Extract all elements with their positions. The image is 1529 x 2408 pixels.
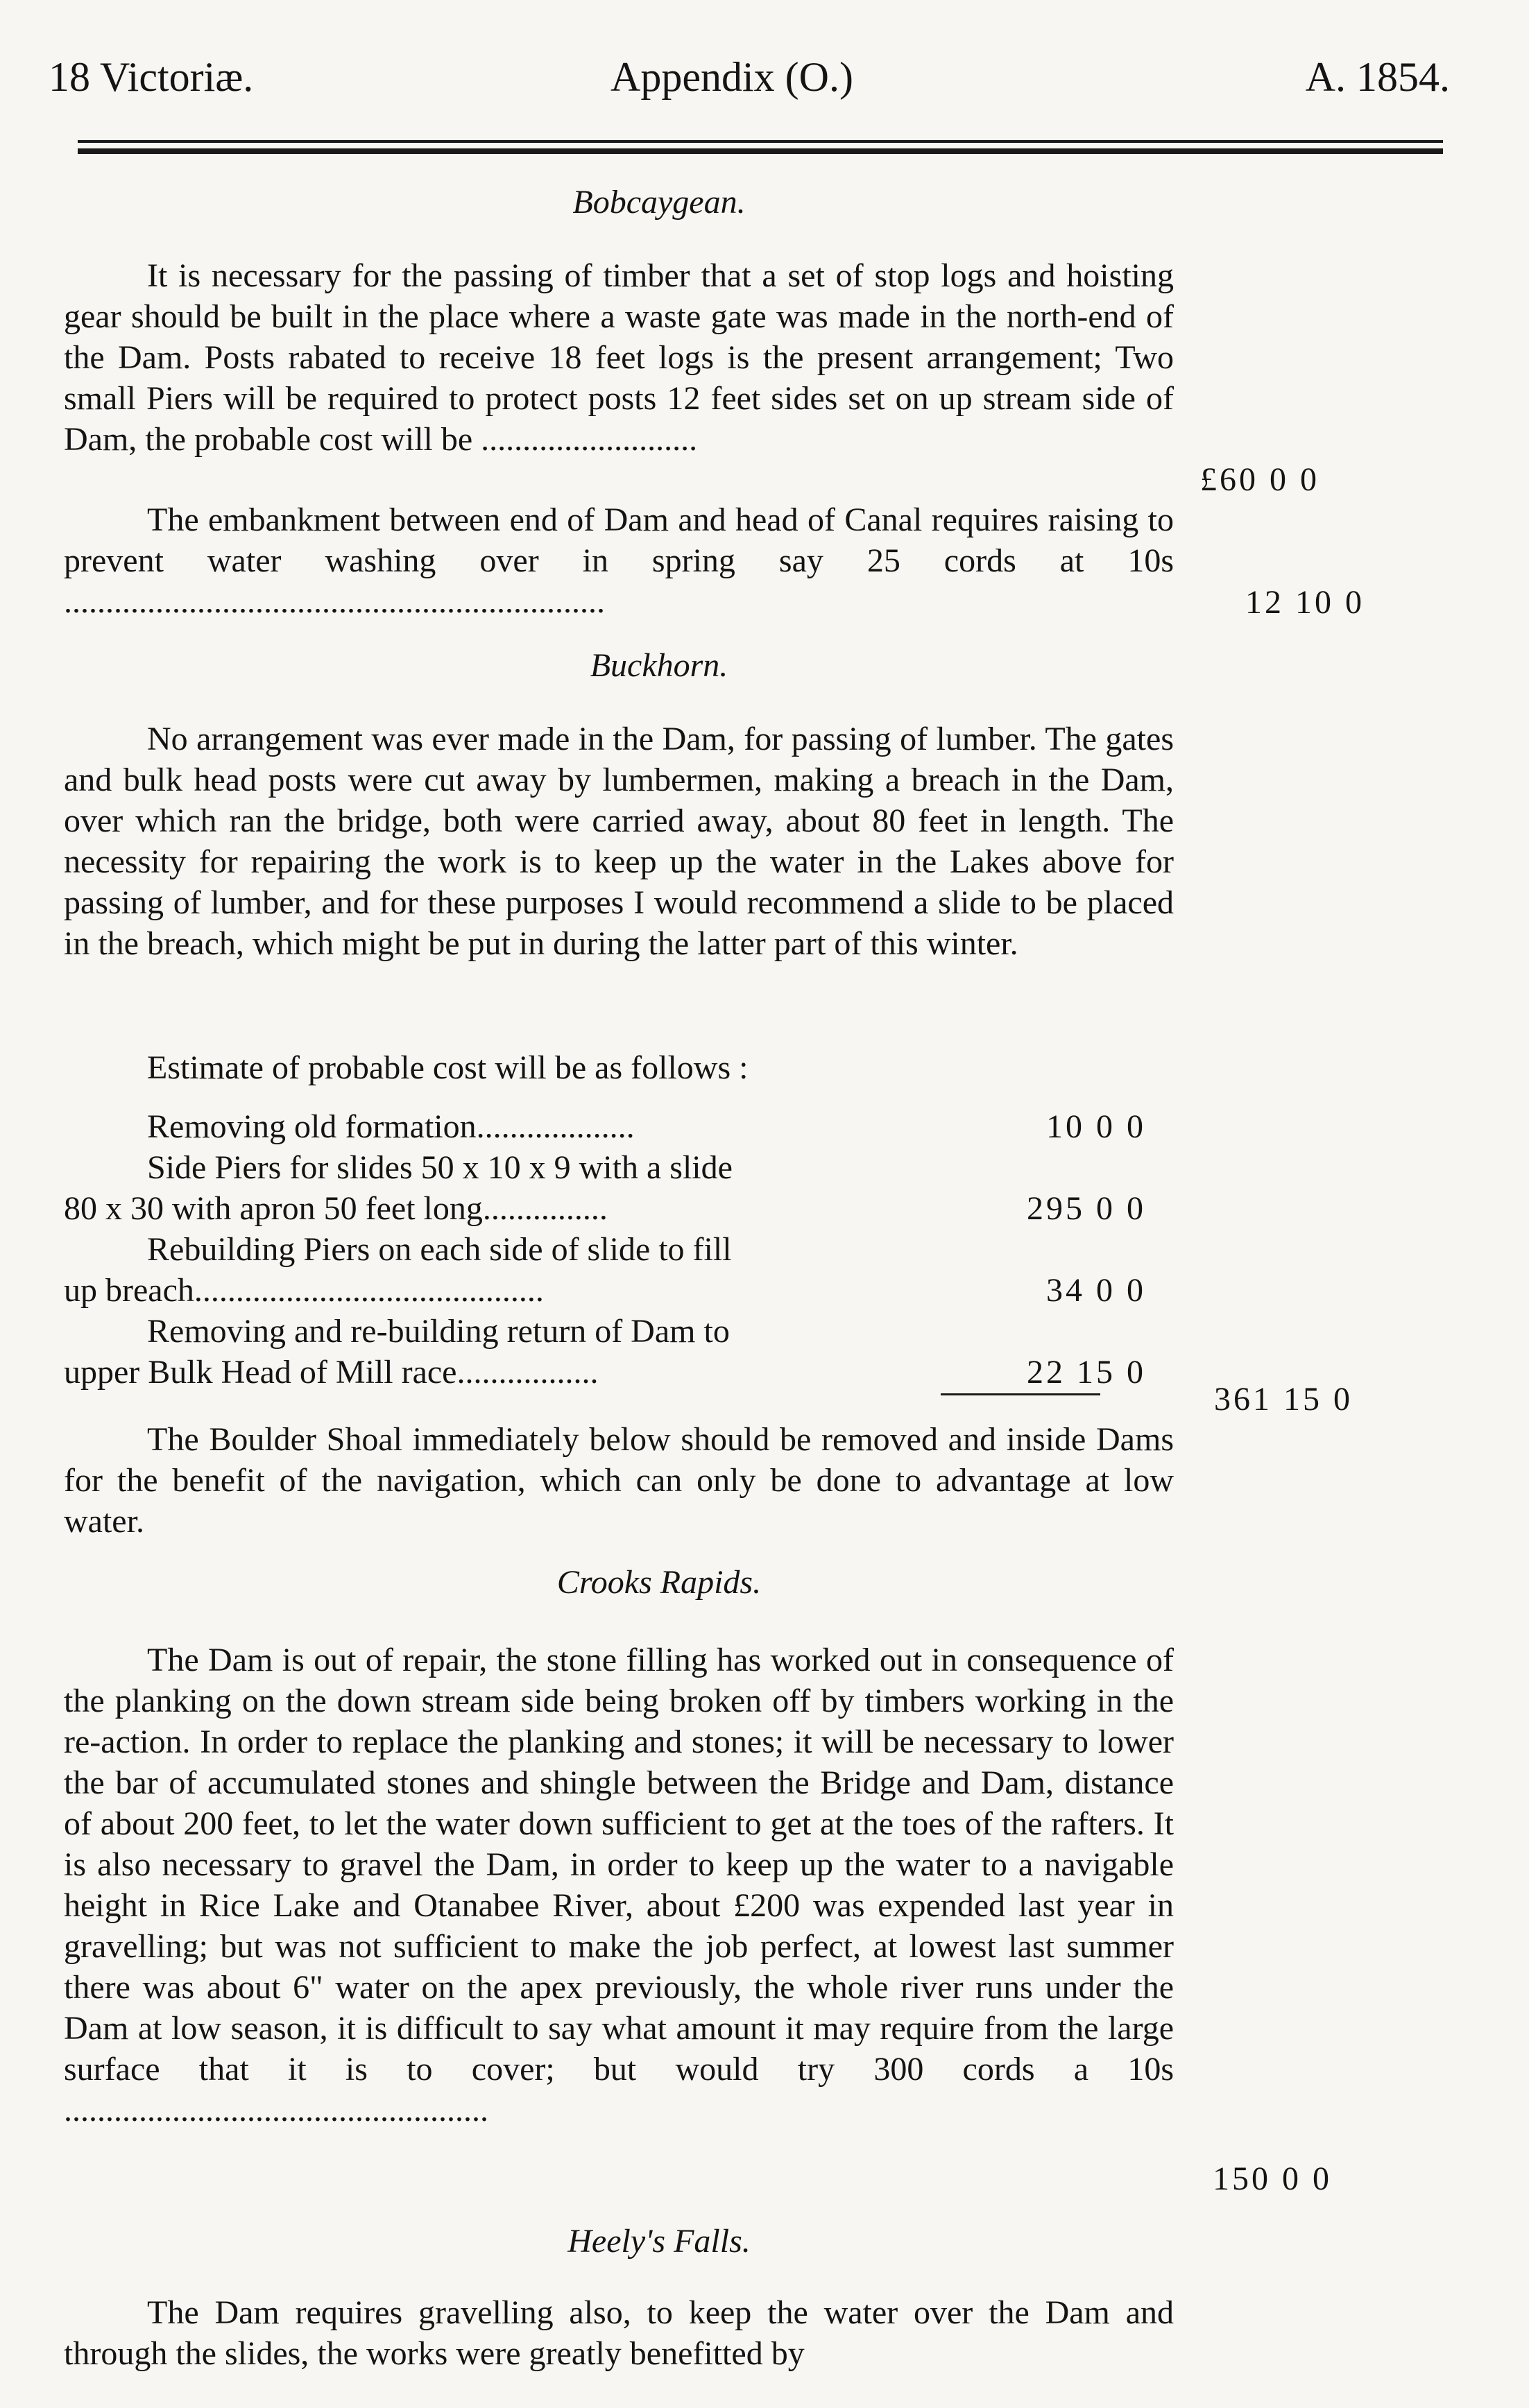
header-appendix: Appendix (O.) bbox=[610, 54, 853, 100]
amount-crooks-rapids: 150 0 0 bbox=[1213, 2160, 1332, 2197]
header-rule-thin bbox=[78, 140, 1443, 143]
header-session: 18 Victoriæ. bbox=[49, 54, 254, 100]
section-heading-buckhorn: Buckhorn. bbox=[590, 647, 728, 684]
estimate-amount: 295 0 0 bbox=[1027, 1190, 1146, 1227]
estimate-desc-cont: 80 x 30 with apron 50 feet long............... bbox=[64, 1190, 608, 1227]
amount-bobcaygean-embankment: 12 10 0 bbox=[1245, 584, 1365, 621]
running-header bbox=[49, 46, 1450, 108]
estimate-amount: 10 0 0 bbox=[1046, 1108, 1146, 1145]
paragraph-bobcaygean-stop-logs: It is necessary for the passing of timber that a set of stop logs and hoisting gear should be built in the place where a waste gate was made in the north-end of the Dam. Posts rabated to receive 18 feet logs is the present arrangement; Two small Piers will be required to protect posts 12 feet sides set on up stream side of Dam, the probable cost will be .......................... bbox=[64, 257, 1174, 458]
header-rule-thick bbox=[78, 148, 1443, 154]
header-year: A. 1854. bbox=[1305, 54, 1450, 100]
paragraph-heelys-falls-gravelling: The Dam requires gravelling also, to keep the water over the Dam and through the slides, the works were greatly benefitted by bbox=[64, 2294, 1174, 2372]
paragraph-crooks-rapids-repair: The Dam is out of repair, the stone filling has worked out in consequence of the planking on the down stream side being broken off by timbers working in the re-action. In order to replace the planking and stones; it will be necessary to lower the bar of accumulated stones and shingle between the Bridge and Dam, distance of about 200 feet, to let the water down sufficient to get at the toes of the rafters. It is also necessary to gravel the Dam, in order to keep up the water to a navigable height in Rice Lake and Otanabee River, about £200 was expended last year in gravelling; but was not sufficient to make the job perfect, at lowest last summer there was about 6" water on the apex previously, the whole river runs under the Dam at low season, it is difficult to say what amount it may require from the large surface that it is to cover; but would try 300 cords a 10s ................................................... bbox=[64, 1642, 1174, 2128]
estimate-sum-rule bbox=[941, 1393, 1100, 1395]
paragraph-bobcaygean-embankment: The embankment between end of Dam and head of Canal requires raising to prevent water washing over in spring say 25 cords at 10s ................................................................. bbox=[64, 501, 1174, 620]
estimate-desc: Side Piers for slides 50 x 10 x 9 with a slide bbox=[147, 1149, 733, 1186]
section-heading-heelys-falls: Heely's Falls. bbox=[567, 2223, 751, 2260]
section-heading-crooks-rapids: Crooks Rapids. bbox=[556, 1564, 762, 1601]
estimate-desc: Removing old formation................... bbox=[147, 1108, 635, 1145]
paragraph-buckhorn-breach: No arrangement was ever made in the Dam, for passing of lumber. The gates and bulk head posts were cut away by lumbermen, making a breach in the Dam, over which ran the bridge, both were carried away, about 80 feet in length. The necessity for repairing the work is to keep up the water in the Lakes above for passing of lumber, and for these purposes I would recommend a slide to be placed in the breach, which might be put in during the latter part of this winter. bbox=[64, 721, 1174, 962]
amount-buckhorn-total: 361 15 0 bbox=[1214, 1381, 1353, 1418]
paragraph-buckhorn-boulder-shoal: The Boulder Shoal immediately below should be removed and inside Dams for the benefit of the navigation, which can only be done to advantage at low water. bbox=[64, 1421, 1174, 1540]
estimate-desc: Rebuilding Piers on each side of slide to fill bbox=[147, 1231, 732, 1268]
estimate-desc-cont: up breach.......................................... bbox=[64, 1272, 544, 1309]
paragraph-buckhorn-estimate-intro: Estimate of probable cost will be as follows : bbox=[147, 1049, 749, 1086]
estimate-desc-cont: upper Bulk Head of Mill race................. bbox=[64, 1354, 599, 1391]
estimate-amount: 22 15 0 bbox=[1027, 1354, 1146, 1391]
estimate-desc: Removing and re-building return of Dam to bbox=[147, 1313, 730, 1350]
amount-bobcaygean-stop-logs: £60 0 0 bbox=[1200, 461, 1319, 498]
estimate-amount: 34 0 0 bbox=[1046, 1272, 1146, 1309]
section-heading-bobcaygean: Bobcaygean. bbox=[572, 184, 746, 221]
